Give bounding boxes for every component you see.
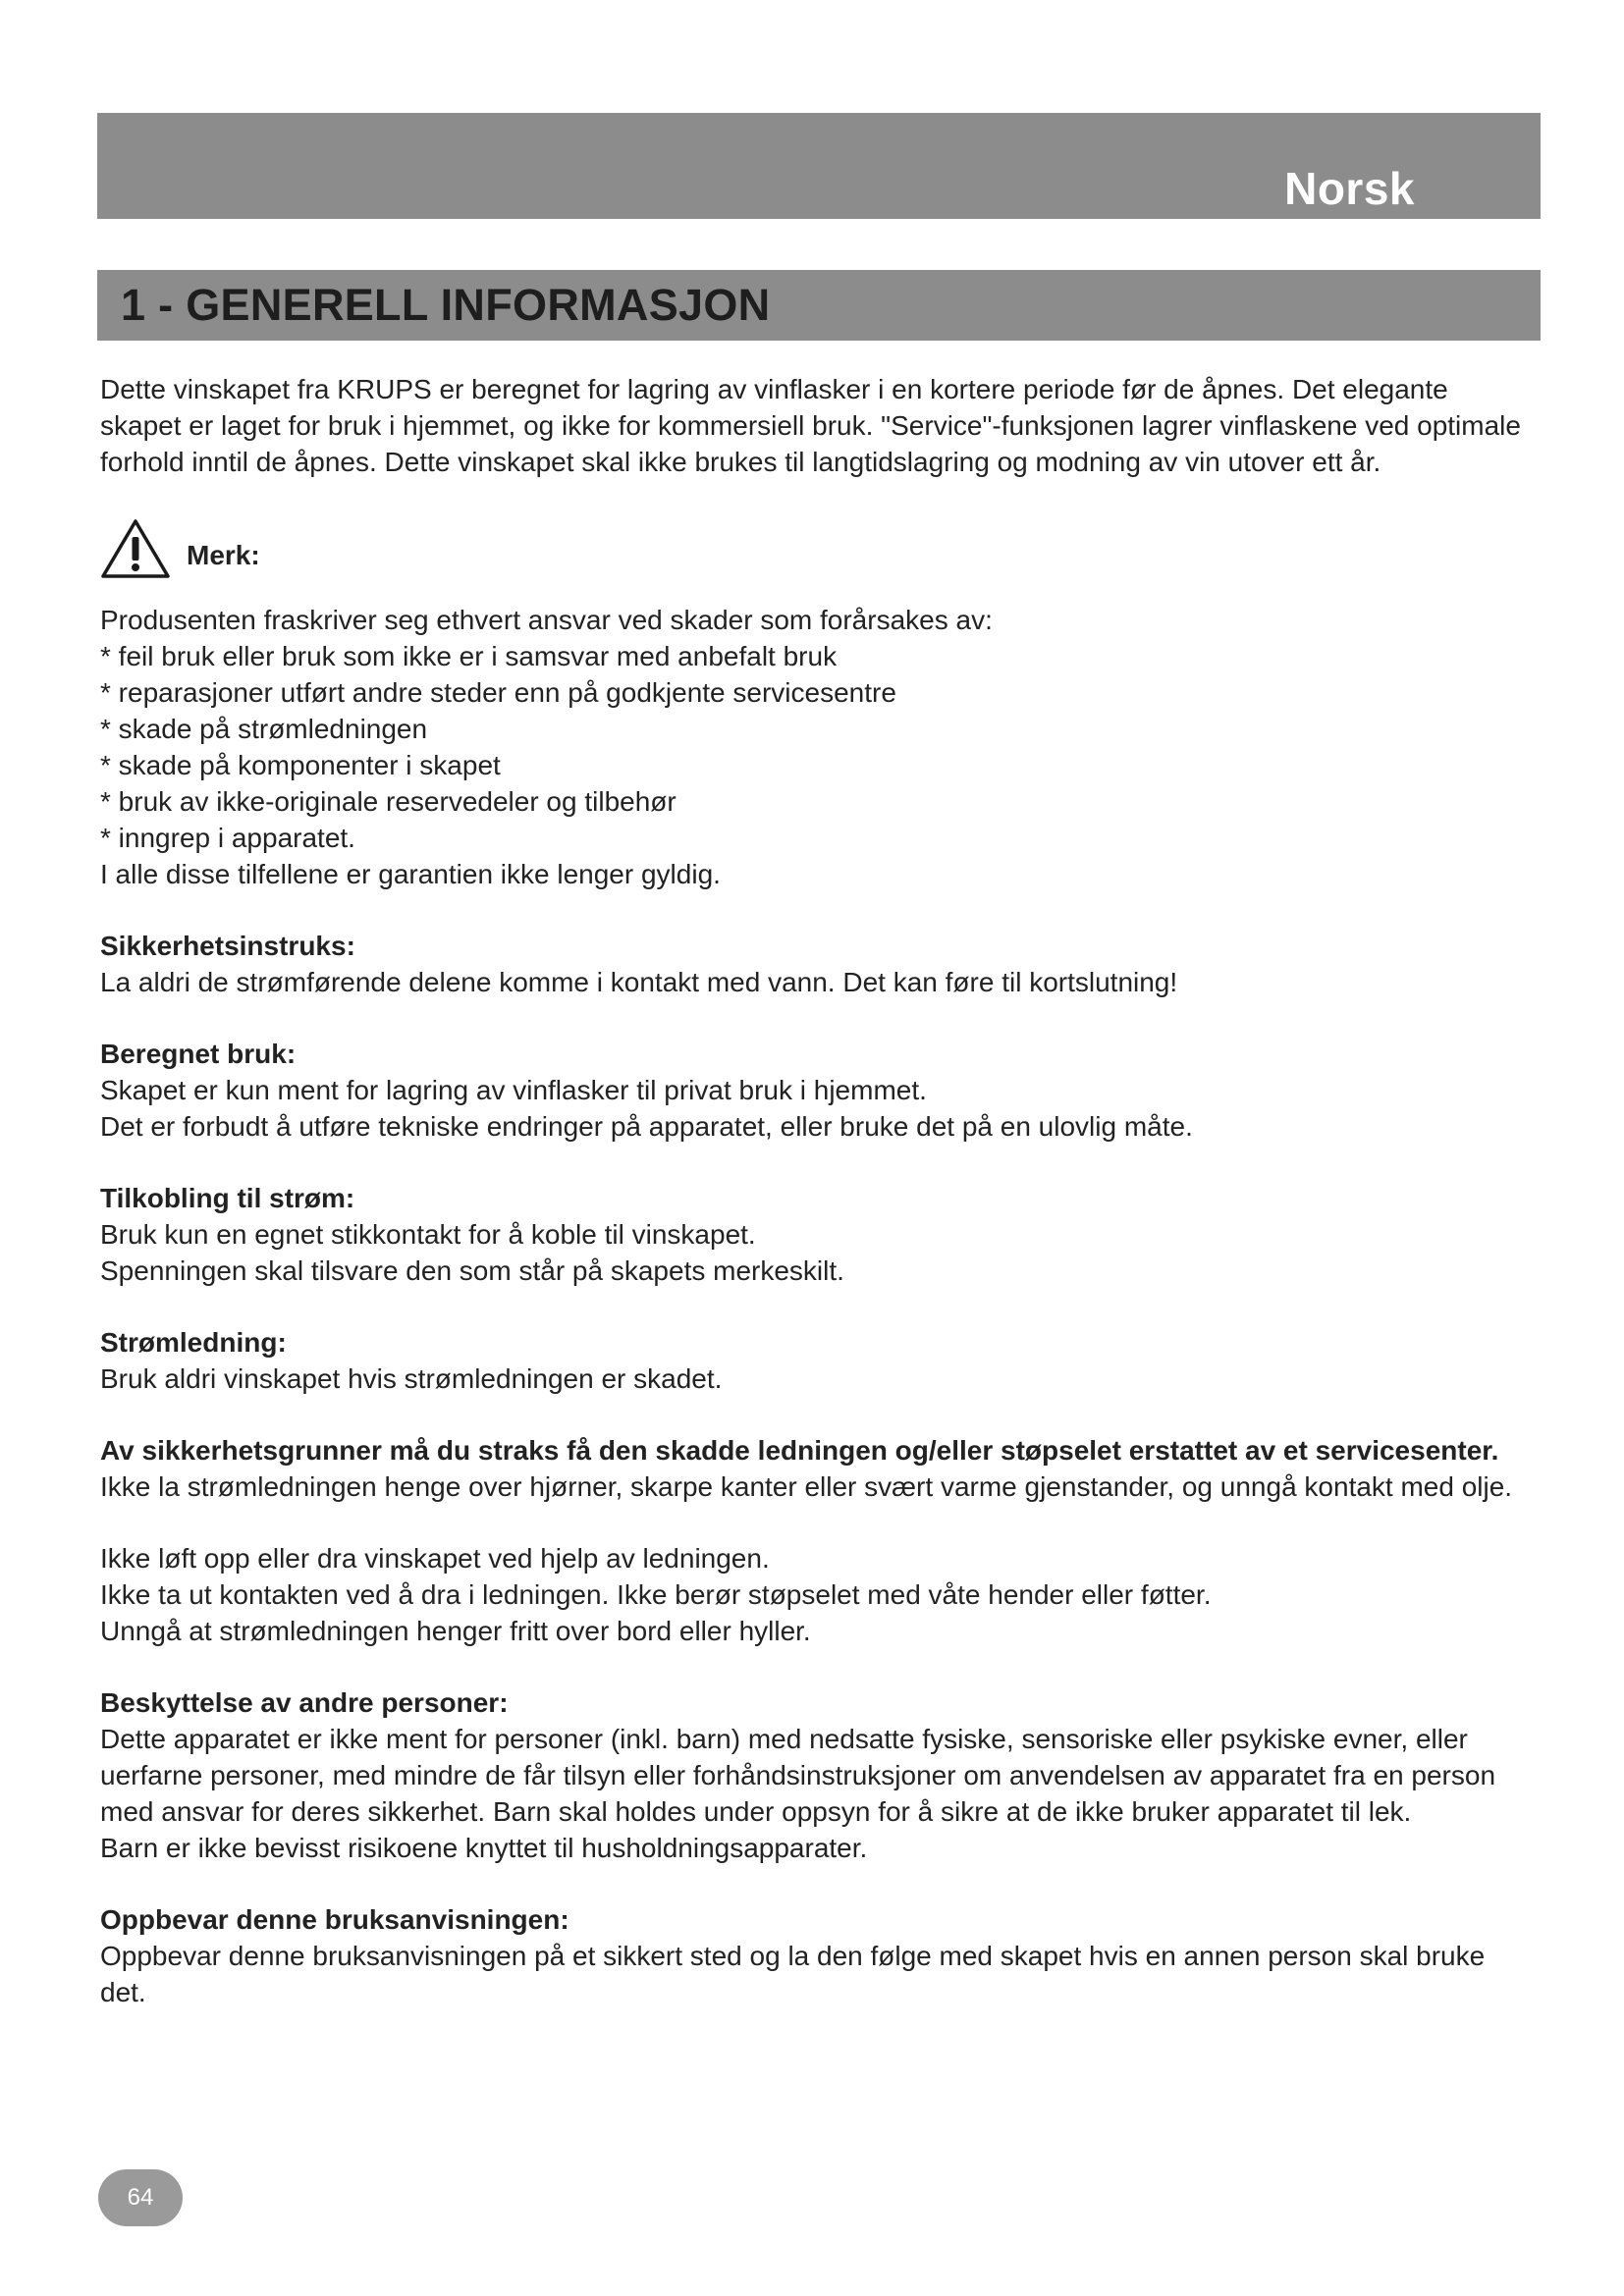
note-list-item: * reparasjoner utført andre steder enn på godkjente servicesentre: [100, 677, 896, 708]
note-list-item: * bruk av ikke-originale reservedeler og tilbehør: [100, 786, 677, 817]
note-lead: Produsenten fraskriver seg ethvert ansvar ved skader som forårsakes av:: [100, 605, 993, 635]
power-cord-line: Ikke la strømledningen henge over hjørner, skarpe kanter eller svært varme gjenstander, og unngå kontakt med olje.: [100, 1471, 1513, 1502]
power-cord-line: Bruk aldri vinskapet hvis strømledningen er skadet.: [100, 1363, 723, 1394]
note-label: Merk:: [187, 539, 260, 570]
page-number-badge: 64: [98, 2169, 183, 2226]
note-header: [100, 509, 1534, 588]
protection-heading: Beskyttelse av andre personer:: [100, 1687, 509, 1718]
protection-text: Dette apparatet er ikke ment for personer (inkl. barn) med nedsatte fysiske, sensoriske eller psykiske evner, eller uerfarne personer, med mindre de får tilsyn eller forhåndsinstruksjoner om anvendelsen av apparatet fra en person med ansvar for deres sikkerhet. Barn skal holdes under oppsyn for å sikre at de ikke bruker apparatet til lek.: [100, 1724, 1496, 1827]
safety-heading: Sikkerhetsinstruks:: [100, 931, 355, 961]
power-connection-line: Bruk kun en egnet stikkontakt for å koble til vinskapet.: [100, 1219, 756, 1250]
power-cord-warning: Av sikkerhetsgrunner må du straks få den skadde ledningen og/eller støpselet erstattet av et servicesenter.: [100, 1435, 1499, 1466]
power-cord-heading: Strømledning:: [100, 1327, 287, 1358]
note-closing: I alle disse tilfellene er garantien ikke lenger gyldig.: [100, 859, 721, 889]
intended-use-line: Det er forbudt å utføre tekniske endringer på apparatet, eller bruke det på en ulovlig måte.: [100, 1111, 1193, 1142]
warning-triangle-icon: [100, 517, 171, 580]
intended-use-heading: Beregnet bruk:: [100, 1039, 297, 1069]
keep-manual-text: Oppbevar denne bruksanvisningen på et sikkert sted og la den følge med skapet hvis en annen person skal bruke det.: [100, 1941, 1486, 2007]
safety-text: La aldri de strømførende delene komme i kontakt med vann. Det kan føre til kortslutning!: [100, 967, 1178, 997]
section-title: 1 - GENERELL INFORMASJON: [121, 280, 771, 330]
language-header-bar: [97, 113, 1541, 219]
power-connection-line: Spenningen skal tilsvare den som står på skapets merkeskilt.: [100, 1255, 844, 1286]
language-label: Norsk: [1284, 163, 1415, 214]
intended-use-line: Skapet er kun ment for lagring av vinflasker til privat bruk i hjemmet.: [100, 1075, 927, 1105]
power-cord-line: Unngå at strømledningen henger fritt over bord eller hyller.: [100, 1616, 811, 1646]
spacer: [100, 1505, 1534, 1540]
power-cord-line: Ikke løft opp eller dra vinskapet ved hjelp av ledningen.: [100, 1543, 770, 1574]
keep-manual-heading: Oppbevar denne bruksanvisningen:: [100, 1904, 569, 1935]
section-header-bar: [97, 270, 1541, 341]
intro-paragraph: Dette vinskapet fra KRUPS er beregnet for lagring av vinflasker i en kortere periode før de åpnes. Det elegante skapet er laget for bruk i hjemmet, og ikke for kommersiell bruk. "Service"-funksjonen lagrer vinflaskene ved optimale forhold inntil de åpnes. Dette vinskapet skal ikke brukes til langtidslagring og modning av vin utover ett år.: [100, 374, 1521, 477]
protection-line: Barn er ikke bevisst risikoene knyttet til husholdningsapparater.: [100, 1833, 868, 1863]
document-body: [100, 371, 1534, 2010]
power-connection-heading: Tilkobling til strøm:: [100, 1183, 355, 1213]
note-list-item: * feil bruk eller bruk som ikke er i samsvar med anbefalt bruk: [100, 641, 838, 671]
note-list-item: * skade på komponenter i skapet: [100, 750, 501, 780]
note-list-item: * inngrep i apparatet.: [100, 823, 355, 853]
power-cord-line: Ikke ta ut kontakten ved å dra i ledningen. Ikke berør støpselet med våte hender eller føtter.: [100, 1579, 1212, 1610]
note-list-item: * skade på strømledningen: [100, 714, 428, 744]
